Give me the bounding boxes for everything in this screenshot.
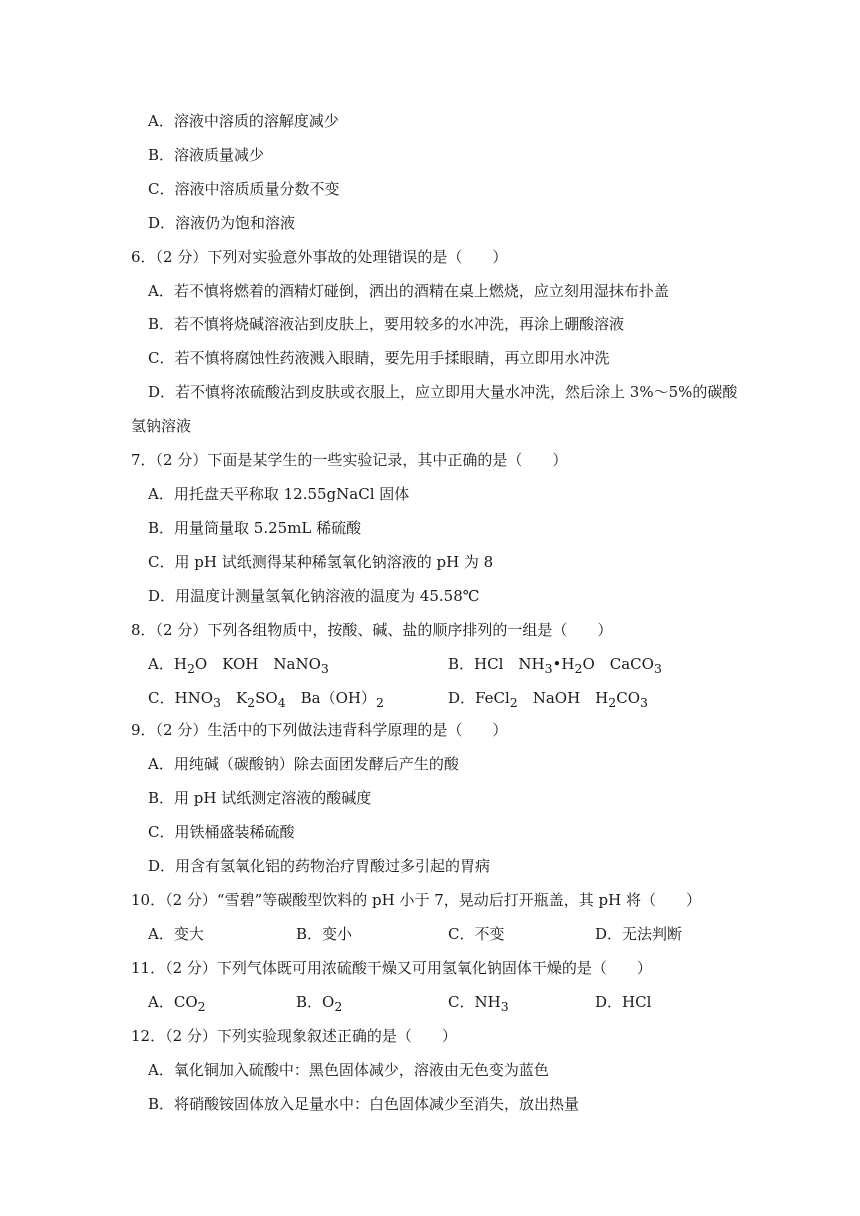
- q6-stem: 6．（2 分）下列对实验意外事故的处理错误的是（ ）: [131, 248, 508, 266]
- q8-option-a: A．$H_2O$ KOH NaNO$_3$: [148, 655, 329, 676]
- q10-option-c: C．不变: [448, 925, 505, 943]
- q8-option-b: B．HCl $NH_3•H_2O$ CaCO$_3$: [448, 655, 662, 676]
- q12-option-a: A．氧化铜加入硫酸中：黑色固体减少，溶液由无色变为蓝色: [148, 1061, 549, 1079]
- q5-option-d: D．溶液仍为饱和溶液: [148, 214, 296, 232]
- q9-option-d: D．用含有氢氧化铝的药物治疗胃酸过多引起的胃病: [148, 857, 491, 875]
- q9-option-a: A．用纯碱（碳酸钠）除去面团发酵后产生的酸: [148, 755, 459, 773]
- q8-option-a-label: A．: [148, 655, 174, 673]
- q6-option-d: D．若不慎将浓硫酸沾到皮肤或衣服上，应立即用大量水冲洗，然后涂上 3%～5%的碳酸: [148, 383, 738, 401]
- q6-option-d-continuation: 氢钠溶液: [131, 417, 192, 435]
- q7-option-b: B．用量筒量取 5.25mL 稀硫酸: [148, 519, 362, 537]
- q8-option-d-label: D．: [448, 689, 476, 707]
- q7-option-a: A．用托盘天平称取 12.55gNaCl 固体: [148, 485, 410, 503]
- q11-option-d: D．HCl: [595, 993, 652, 1011]
- q5-option-c: C．溶液中溶质质量分数不变: [148, 180, 340, 198]
- q11-option-a: A．$CO_2$: [148, 993, 206, 1014]
- q11-stem: 11．（2 分）下列气体既可用浓硫酸干燥又可用氢氧化钠固体干燥的是（ ）: [131, 959, 652, 977]
- q8-option-d: D．FeCl$_2$ NaOH $H_2CO_3$: [448, 689, 648, 710]
- q8-option-b-label: B．: [448, 655, 475, 673]
- q11-option-c: C．$NH_3$: [448, 993, 509, 1014]
- q10-option-b: B．变小: [296, 925, 353, 943]
- q8-option-c: C．$HNO_3$ $K_2SO_4$ $Ba(OH)_2$: [148, 689, 384, 710]
- q12-stem: 12．（2 分）下列实验现象叙述正确的是（ ）: [131, 1027, 457, 1045]
- q8-stem: 8．（2 分）下列各组物质中，按酸、碱、盐的顺序排列的一组是（ ）: [131, 621, 613, 639]
- q9-option-c: C．用铁桶盛装稀硫酸: [148, 823, 295, 841]
- q10-option-a: A．变大: [148, 925, 204, 943]
- q8-option-c-label: C．: [148, 689, 175, 707]
- q11-option-c-label: C．: [448, 993, 475, 1011]
- q11-option-b: B．$O_2$: [296, 993, 343, 1014]
- q6-option-c: C．若不慎将腐蚀性药液溅入眼睛，要先用手揉眼睛，再立即用水冲洗: [148, 349, 610, 367]
- q10-option-d: D．无法判断: [595, 925, 683, 943]
- q11-option-b-label: B．: [296, 993, 323, 1011]
- q9-option-b: B．用 pH 试纸测定溶液的酸碱度: [148, 789, 372, 807]
- q7-stem: 7．（2 分）下面是某学生的一些实验记录，其中正确的是（ ）: [131, 451, 568, 469]
- q5-option-b: B．溶液质量减少: [148, 146, 265, 164]
- q10-stem: 10．（2 分）“雪碧”等碳酸型饮料的 pH 小于 7，晃动后打开瓶盖，其 pH 将（ ）: [131, 891, 701, 909]
- q9-stem: 9．（2 分）生活中的下列做法违背科学原理的是（ ）: [131, 721, 508, 739]
- q5-option-a: A．溶液中溶质的溶解度减少: [148, 112, 339, 130]
- q12-option-b: B．将硝酸铵固体放入足量水中：白色固体减少至消失，放出热量: [148, 1095, 580, 1113]
- q7-option-d: D．用温度计测量氢氧化钠溶液的温度为 45.58℃: [148, 587, 480, 605]
- q7-option-c: C．用 pH 试纸测得某种稀氢氧化钠溶液的 pH 为 8: [148, 553, 494, 571]
- q11-option-a-label: A．: [148, 993, 174, 1011]
- q6-option-a: A．若不慎将燃着的酒精灯碰倒，洒出的酒精在桌上燃烧，应立刻用湿抹布扑盖: [148, 282, 669, 300]
- q6-option-b: B．若不慎将烧碱溶液沾到皮肤上，要用较多的水冲洗，再涂上硼酸溶液: [148, 315, 625, 333]
